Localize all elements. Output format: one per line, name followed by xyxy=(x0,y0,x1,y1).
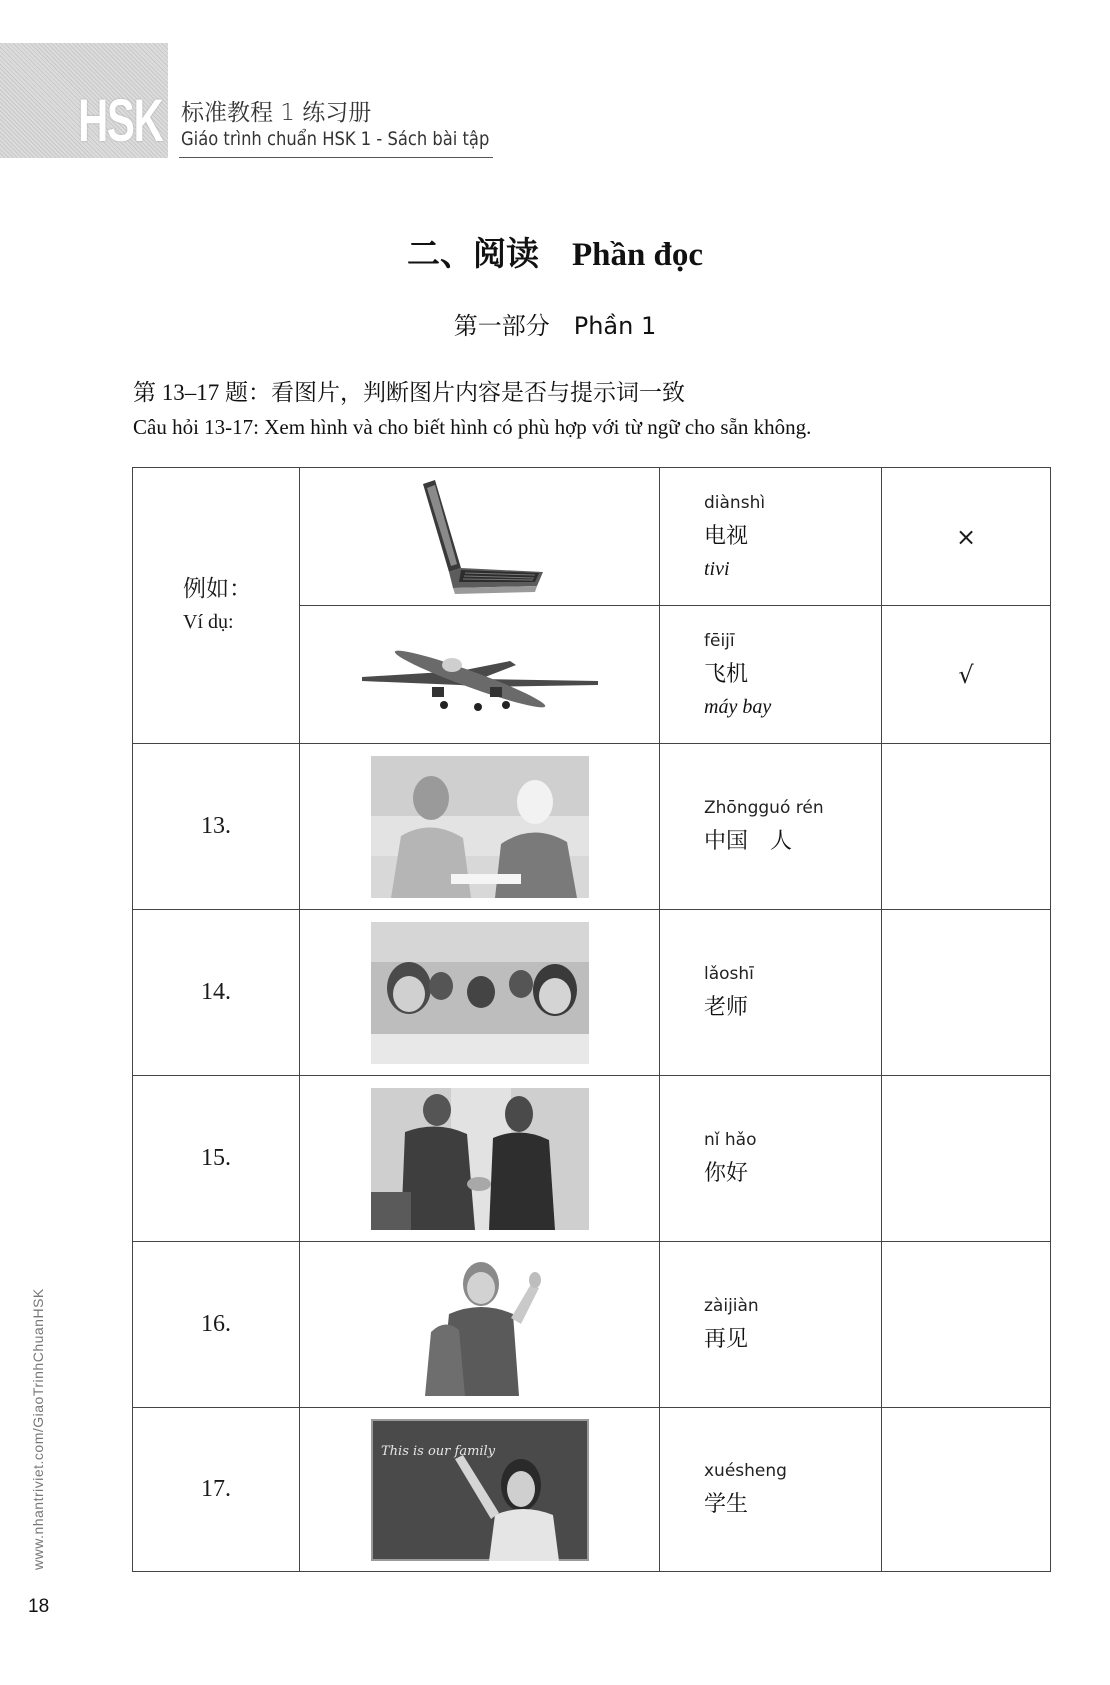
hanzi-text: 你好 xyxy=(704,1161,749,1186)
book-title-chinese: 标准教程 1 练习册 xyxy=(181,100,372,126)
answer-mark: √ xyxy=(882,606,1051,744)
question-number: 17. xyxy=(133,1408,300,1572)
girl-at-blackboard-photo xyxy=(371,1419,589,1561)
word-cell xyxy=(660,744,882,910)
handshake-photo xyxy=(371,1088,589,1230)
answer-mark[interactable] xyxy=(882,1408,1051,1572)
hanzi-text: 再见 xyxy=(704,1327,749,1352)
boy-waving-photo xyxy=(415,1254,545,1396)
pinyin-text: zàijiàn xyxy=(704,1296,759,1316)
pinyin-text: Zhōngguó rén xyxy=(704,798,824,818)
hanzi-text: 中国 人 xyxy=(704,829,793,854)
pinyin-text: diànshì xyxy=(704,492,766,513)
table-row xyxy=(133,1242,1051,1408)
table-row xyxy=(133,1076,1051,1242)
side-url: www.nhantriviet.com/GiaoTrinhChuanHSK xyxy=(30,1288,46,1570)
answer-mark: × xyxy=(882,468,1051,606)
word-cell xyxy=(660,1408,882,1572)
pinyin-text: lǎoshī xyxy=(704,964,754,984)
laptop-icon xyxy=(415,476,545,598)
question-number: 15. xyxy=(133,1076,300,1242)
image-cell xyxy=(300,744,660,910)
image-cell xyxy=(300,468,660,606)
exercise-table xyxy=(132,467,1051,1572)
instruction-chinese: 第 13–17 题：看图片，判断图片内容是否与提示词一致 xyxy=(133,380,685,405)
table-row xyxy=(133,468,1051,606)
table-row xyxy=(133,744,1051,910)
word-cell xyxy=(660,910,882,1076)
question-number: 14. xyxy=(133,910,300,1076)
pinyin-text: nǐ hǎo xyxy=(704,1130,757,1150)
question-number: 16. xyxy=(133,1242,300,1408)
answer-mark[interactable] xyxy=(882,744,1051,910)
image-cell xyxy=(300,1242,660,1408)
section-title: 二、阅读 Phần đọc xyxy=(406,237,704,273)
image-cell xyxy=(300,1076,660,1242)
example-label-zh: 例如： xyxy=(183,575,252,602)
question-number: 13. xyxy=(133,744,300,910)
image-cell xyxy=(300,606,660,744)
students-in-class-photo xyxy=(371,922,589,1064)
blackboard-text: This is our family xyxy=(380,1443,495,1459)
hanzi-text: 学生 xyxy=(704,1492,749,1517)
word-cell xyxy=(660,1242,882,1408)
hsk-logo: HSK xyxy=(78,87,163,154)
book-title-vietnamese: Giáo trình chuẩn HSK 1 - Sách bài tập xyxy=(181,128,490,150)
image-cell xyxy=(300,1408,660,1572)
answer-mark[interactable] xyxy=(882,910,1051,1076)
answer-mark[interactable] xyxy=(882,1242,1051,1408)
image-cell xyxy=(300,910,660,1076)
hanzi-text: 电视 xyxy=(704,523,749,549)
pinyin-text: xuésheng xyxy=(704,1461,787,1481)
airplane-icon xyxy=(360,635,600,715)
vietnamese-text: máy bay xyxy=(704,695,772,718)
word-cell xyxy=(660,1076,882,1242)
pinyin-text: fēijī xyxy=(704,630,735,651)
header-rule xyxy=(179,157,493,158)
table-row xyxy=(133,910,1051,1076)
answer-mark[interactable] xyxy=(882,1076,1051,1242)
hanzi-text: 老师 xyxy=(704,995,749,1020)
instruction-vietnamese: Câu hỏi 13-17: Xem hình và cho biết hình có phù hợp với từ ngữ cho sẵn không. xyxy=(133,415,812,439)
example-label-vi: Ví dụ: xyxy=(183,610,234,633)
word-cell xyxy=(660,606,882,744)
example-label-cell xyxy=(133,468,300,744)
page-number: 18 xyxy=(28,1596,50,1617)
word-cell xyxy=(660,468,882,606)
hanzi-text: 飞机 xyxy=(704,661,749,687)
part-title: 第一部分 Phần 1 xyxy=(453,312,657,340)
two-women-talking-photo xyxy=(371,756,589,898)
table-row xyxy=(133,1408,1051,1572)
vietnamese-text: tivi xyxy=(704,557,730,580)
